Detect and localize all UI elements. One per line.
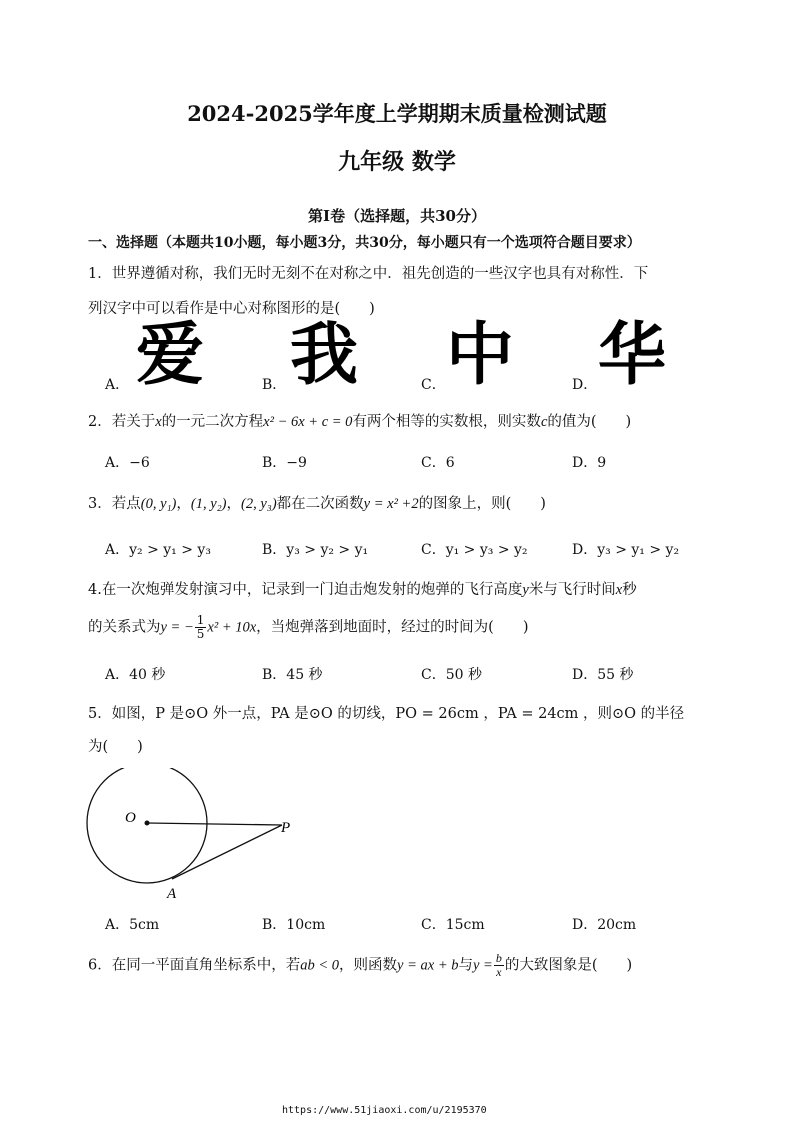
footer-url[interactable]: https://www.51jiaoxi.com/u/2195370 (282, 1105, 487, 1116)
q4-var-y: y (522, 582, 529, 598)
q3-option-a: A．y₂ > y₁ > y₃ (105, 542, 211, 558)
q4-frac-denominator: 5 (196, 627, 205, 641)
q4-fraction (195, 614, 207, 641)
q3-option-d: D．y₃ > y₁ > y₂ (572, 542, 680, 558)
q6-function-2-lhs: y = (472, 957, 493, 974)
q3-sep-2: ， (226, 496, 242, 512)
q4-eq-lhs: y = − (160, 619, 194, 636)
q4-text-3: 秒 (622, 582, 637, 598)
q1-option-d: D． (572, 377, 598, 393)
q5-label-o: O (125, 810, 136, 826)
q4-option-b: B．45 秒 (262, 667, 323, 683)
q2-stem (88, 410, 631, 431)
q6-frac-denominator: x (496, 965, 502, 979)
q3-text-1: 3．若点 (88, 496, 141, 512)
q1-char-wo: 我 (290, 316, 359, 395)
q4-frac-numerator: 1 (196, 613, 205, 627)
q6-text-2: ，则函数 (339, 957, 398, 974)
q3-point-1: (0, y₁) (140, 496, 177, 512)
q5-line1: 5．如图，P 是⊙O 外一点，PA 是⊙O 的切线，PO = 26cm ，PA = 24cm ，则⊙O 的半径 (88, 706, 685, 722)
q5-diagram (80, 768, 310, 903)
q4-text-5: ，当炮弹落到地面时，经过的时间为( ) (256, 619, 529, 636)
q3-text-2: 都在二次函数 (276, 496, 364, 512)
q3-point-3: (2, y₃) (241, 496, 277, 512)
q6-fraction (494, 952, 504, 979)
q1-option-c: C． (421, 377, 446, 393)
q4-option-d: D．55 秒 (572, 667, 634, 683)
q2-option-b: B．−9 (262, 455, 307, 471)
q4-text-4: 的关系式为 (88, 619, 161, 636)
q6-text-1: 6．在同一平面直角坐标系中，若 (88, 957, 301, 974)
q1-line2: 列汉字中可以看作是中心对称图形的是( ) (88, 301, 375, 317)
q3-equation: y = x² +2 (363, 496, 419, 512)
q2-var-c: c (540, 414, 548, 430)
q2-text-4: 的值为( ) (547, 414, 632, 430)
q4-option-c: C．50 秒 (421, 667, 482, 683)
q3-stem (88, 492, 546, 513)
section-heading: 第Ⅰ卷（选择题，共30分） (308, 207, 486, 225)
q2-text-2: 的一元二次方程 (161, 414, 264, 430)
q6-stem (88, 952, 632, 979)
q3-option-b: B．y₃ > y₂ > y₁ (262, 542, 369, 558)
q6-function-1: y = ax + b (397, 957, 459, 974)
q5-option-c: C．15cm (421, 917, 485, 933)
q2-text-1: 2．若关于 (88, 414, 156, 430)
q4-text-2: 米与飞行时间 (528, 582, 616, 598)
q5-option-d: D．20cm (572, 917, 637, 933)
q1-char-zhong: 中 (446, 316, 515, 395)
q5-tangent-pa (172, 825, 282, 879)
exam-subtitle: 九年级 数学 (338, 149, 456, 175)
q1-char-hua: 华 (598, 316, 667, 395)
q4-line2 (88, 614, 528, 641)
q6-text-3: 与 (458, 957, 473, 974)
q3-point-2: (1, y₂) (190, 496, 227, 512)
q5-line2: 为( ) (88, 739, 143, 755)
q2-option-c: C．6 (421, 455, 455, 471)
q4-var-x: x (615, 582, 623, 598)
q3-sep-1: ， (176, 496, 191, 512)
q4-eq-rhs: x² + 10x (207, 619, 257, 636)
q3-text-3: 的图象上，则( ) (418, 496, 546, 512)
q6-text-4: 的大致图象是( ) (504, 957, 633, 974)
q2-var-x: x (155, 414, 162, 430)
q2-equation: x² − 6x + c = 0 (263, 414, 353, 430)
q5-option-b: B．10cm (262, 917, 326, 933)
q5-option-a: A．5cm (105, 917, 160, 933)
q5-label-a: A (167, 886, 177, 902)
q4-option-a: A．40 秒 (105, 667, 166, 683)
exam-title: 2024-2025学年度上学期期末质量检测试题 (187, 101, 607, 126)
q4-line1 (88, 578, 637, 599)
q5-segment-po (147, 823, 282, 825)
q4-text-1: 4.在一次炮弹发射演习中，记录到一门迫击炮发射的炮弹的飞行高度 (88, 582, 523, 598)
section-instructions: 一、选择题（本题共10小题，每小题3分，共30分，每小题只有一个选项符合题目要求） (88, 235, 641, 251)
q2-option-a: A．−6 (105, 455, 150, 471)
q3-option-c: C．y₁ > y₃ > y₂ (421, 542, 528, 558)
q2-text-3: 有两个相等的实数根，则实数 (352, 414, 541, 430)
q2-option-d: D．9 (572, 455, 607, 471)
q1-option-b: B． (262, 377, 287, 393)
q1-char-ai: 爱 (136, 316, 205, 395)
q1-line1: 1．世界遵循对称，我们无时无刻不在对称之中．祖先创造的一些汉字也具有对称性．下 (88, 266, 649, 282)
q6-condition: ab < 0 (300, 957, 340, 974)
q5-label-p: P (281, 820, 291, 836)
q6-frac-numerator: b (495, 951, 502, 965)
q1-option-a: A． (105, 377, 130, 393)
